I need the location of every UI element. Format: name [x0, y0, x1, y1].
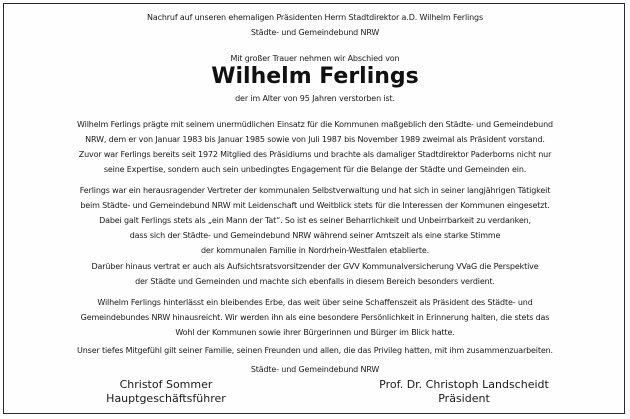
intro-text: Mit großer Trauer nehmen wir Abschied von: [230, 54, 400, 63]
signatory-2-title: Präsident: [438, 392, 490, 405]
signatory-2-name: Prof. Dr. Christoph Landscheidt: [379, 378, 549, 391]
paragraph-3-line: der Städte und Gemeinden und machte sich ebenfalls in diesem Bereich besonders verdient.: [135, 277, 495, 286]
paragraph-2-line: Dabei galt Ferlings stets als „ein Mann der Tat“. So ist es seiner Beharrlichkeit und Unbeirrbarkeit zu verdanken,: [99, 216, 531, 225]
paragraph-4-line: Gemeindebundes NRW hinausreicht. Wir werden ihn als eine besondere Persönlichkeit in Erinnerung halten, die stets das: [80, 313, 550, 322]
paragraph-1-line: seine Expertise, sondern auch sein unbedingtes Engagement für die Belange der Städte und Gemeinden ein.: [103, 165, 527, 174]
paragraph-1-line: NRW, dem er von Januar 1983 bis Januar 1985 sowie von Juli 1987 bis November 1989 zweimal als Präsident vorstand.: [85, 135, 545, 144]
signing-organization: Städte- und Gemeindebund NRW: [250, 365, 380, 374]
deceased-name: Wilhelm Ferlings: [211, 64, 419, 89]
paragraph-3-line: Darüber hinaus vertrat er auch als Aufsichtsratsvorsitzender der GVV Kommunalversicherung VVaG die Perspektive: [91, 262, 539, 271]
paragraph-2-line: dass sich der Städte- und Gemeindebund NRW während seiner Amtszeit als eine starke Stimme: [129, 231, 501, 240]
paragraph-4-line: Wohl der Kommunen sowie ihrer Bürgerinnen und Bürger im Blick hatte.: [175, 328, 455, 337]
paragraph-1-line: Wilhelm Ferlings prägte mit seinem unermüdlichen Einsatz für die Kommunen maßgeblich den Städte- und Gemeindebund: [77, 120, 553, 129]
signatory-1-title: Hauptgeschäftsführer: [106, 392, 226, 405]
paragraph-5: Unser tiefes Mitgefühl gilt seiner Familie, seinen Freunden und allen, die das Privileg hatten, mit ihm zusammenzuarbeiten.: [77, 346, 553, 355]
header-line: Nachruf auf unseren ehemaligen Präsidenten Herrn Stadtdirektor a.D. Wilhelm Ferlings: [147, 13, 483, 22]
age-line: der im Alter von 95 Jahren verstorben ist.: [235, 94, 395, 103]
paragraph-1-line: Zuvor war Ferlings bereits seit 1972 Mitglied des Präsidiums und brachte als damaliger Stadtdirektor Paderborns nicht nur: [78, 150, 552, 159]
paragraph-2-line: der kommunalen Familie in Nordrhein-Westfalen etablierte.: [201, 246, 429, 255]
header-org: Städte- und Gemeindebund NRW: [250, 28, 380, 37]
paragraph-4-line: Wilhelm Ferlings hinterlässt ein bleibendes Erbe, das weit über seine Schaffenszeit als Präsident des Städte- und: [97, 298, 533, 307]
paragraph-2-line: Ferlings war ein herausragender Vertreter der kommunalen Selbstverwaltung und hat sich in seiner langjährigen Tätigkeit: [79, 186, 551, 195]
paragraph-2-line: beim Städte- und Gemeindebund NRW mit Leidenschaft und Weitblick stets für die Interessen der Kommunen eingesetzt.: [80, 201, 550, 210]
signatory-1-name: Christof Sommer: [119, 378, 213, 391]
